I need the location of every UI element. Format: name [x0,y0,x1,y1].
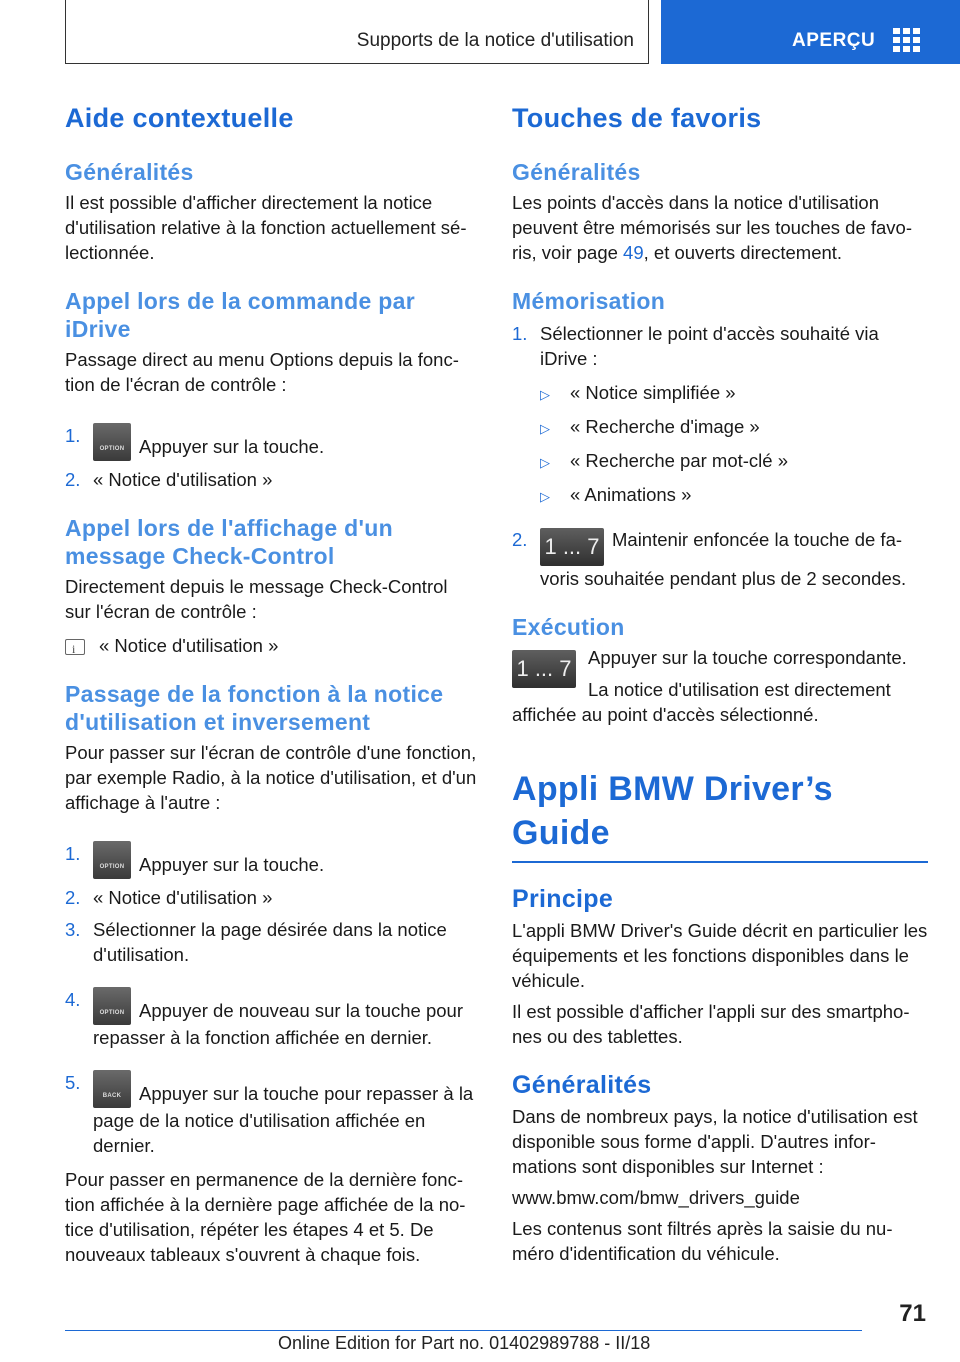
heading-generalites: Généralités [65,159,194,185]
favorite-button-icon: 1 ... 7 [540,528,604,566]
right-column [512,100,928,1266]
list-item: ▷ « Recherche d'image » [512,414,928,441]
step-number: 2. [65,887,81,908]
triangle-bullet-icon: ▷ [540,387,550,402]
steps-list-passage [65,841,477,1158]
paragraph-generalites-appli: Dans de nombreux pays, la notice d'utilisation est disponible sous forme d'appli. D'autres informations sont disponibles sur Internet : [512,1106,918,1177]
heading-principe: Principe [512,885,614,913]
page-link[interactable]: 49 [623,242,644,263]
step-text: Appuyer sur la touche. [139,854,325,875]
step-number: 1. [65,425,81,446]
favorite-button-icon: 1 ... 7 [512,650,576,688]
header-section-box [65,0,649,64]
heading-appel-idrive: Appel lors de la commande par iDrive [65,288,415,342]
step-number: 3. [65,919,81,940]
step-number: 5. [65,1072,81,1093]
heading-memorisation: Mémorisation [512,288,666,314]
triangle-bullet-icon: ▷ [540,489,550,504]
step-number: 2. [65,469,81,490]
paragraph-passage: Pour passer sur l'écran de contrôle d'une fonction, par exemple Radio, à la notice d'utilisation, et d'un affichage à l'autre : [65,742,477,813]
heading-touches-favoris: Touches de favoris [512,103,762,133]
paragraph-appel-idrive: Passage direct au menu Options depuis la fonction de l'écran de contrôle : [65,349,459,395]
left-column [65,100,477,1267]
step-text: Maintenir enfoncée la touche de favoris souhaitée pendant plus de 2 secondes. [540,529,907,589]
footer-divider [65,1330,862,1331]
heading-passage: Passage de la fonction à la notice d'utilisation et inversement [65,681,444,735]
list-item: ▷ « Notice simplifiée » [512,380,928,407]
section-title: Supports de la notice d'utilisation [356,30,634,51]
paragraph-final: Pour passer en permanence de la dernière fonction affichée à la dernière page affichée de la notice d'utilisation, répéter les étapes 4 et 5. De nouveaux tableaux s'ouvrent à chaque fois. [65,1169,466,1265]
heading-divider [512,861,928,863]
step-number: 1. [512,323,528,344]
step-text: Appuyer sur la touche pour repasser à la page de la notice d'utilisation affichée en dernier. [93,1083,474,1156]
paragraph-generalites: Il est possible d'afficher directement la notice d'utilisation relative à la fonction actuellement sélectionnée. [65,192,467,263]
step-text: « Notice d'utilisation » [93,469,273,490]
paragraph-principe-1: L'appli BMW Driver's Guide décrit en particulier les équipements et les fonctions disponibles dans le véhicule. [512,920,928,991]
overview-tab-label: APERÇU [792,30,876,51]
option-button-icon: OPTION [93,841,131,879]
step-number: 4. [65,989,81,1010]
heading-check-control: Appel lors de l'affichage d'un message Check-Control [65,515,393,569]
heading-generalites-favoris: Généralités [512,159,641,185]
heading-execution: Exécution [512,614,625,640]
grid-icon [893,28,921,52]
execution-step: Appuyer sur la touche correspondante. [588,647,907,668]
heading-aide-contextuelle: Aide contextuelle [65,103,294,133]
bullet-list [512,380,928,509]
step-text: Sélectionner la page désirée dans la notice d'utilisation. [93,919,447,965]
list-item [65,885,477,910]
page-number: 71 [899,1300,926,1327]
list-item [65,423,477,461]
list-item [65,917,477,967]
url-text: www.bmw.com/bmw_drivers_guide [512,1187,800,1208]
list-item: ▷ « Animations » [512,482,928,509]
paragraph-generalites-favoris: Les points d'accès dans la notice d'utilisation peuvent être mémorisés sur les touches de favoris, voir page 49, et ouverts directement. [512,192,913,263]
step-text: Appuyer sur la touche. [139,436,325,457]
step-number: 1. [65,843,81,864]
step-text: Sélectionner le point d'accès souhaité via iDrive : [540,323,879,369]
paragraph-contenus: Les contenus sont filtrés après la saisie du numéro d'identification du véhicule. [512,1218,893,1264]
step-text: « Notice d'utilisation » [93,887,273,908]
step-text: Appuyer de nouveau sur la touche pour repasser à la fonction affichée en dernier. [93,1000,463,1048]
list-item [65,467,477,492]
step-number: 2. [512,529,528,550]
execution-result: La notice d'utilisation est directement affichée au point d'accès sélectionné. [512,679,891,725]
list-item [65,1070,477,1158]
back-button-icon: BACK [93,1070,131,1108]
steps-list-idrive [65,423,477,492]
option-button-icon: OPTION [93,423,131,461]
triangle-bullet-icon: ▷ [540,455,550,470]
triangle-bullet-icon: ▷ [540,421,550,436]
footer-edition: Online Edition for Part no. 01402989788 - II/18 [278,1333,651,1353]
paragraph-check-control: Directement depuis le message Check-Control sur l'écran de contrôle : [65,576,448,622]
book-icon [65,639,85,655]
list-item [65,841,477,879]
paragraph-principe-2: Il est possible d'afficher l'appli sur des smartphones ou des tablettes. [512,1001,910,1047]
list-item [512,527,928,591]
list-item: ▷ « Recherche par mot-clé » [512,448,928,475]
check-control-item: i« Notice d'utilisation » [65,633,477,658]
list-item [512,321,928,371]
overview-tab[interactable] [661,0,960,64]
heading-generalites-appli: Généralités [512,1071,652,1099]
option-button-icon: OPTION [93,987,131,1025]
execution-block [512,645,928,681]
list-item [65,987,477,1050]
heading-appli-drivers-guide: Appli BMW Driver’s Guide [512,770,833,852]
